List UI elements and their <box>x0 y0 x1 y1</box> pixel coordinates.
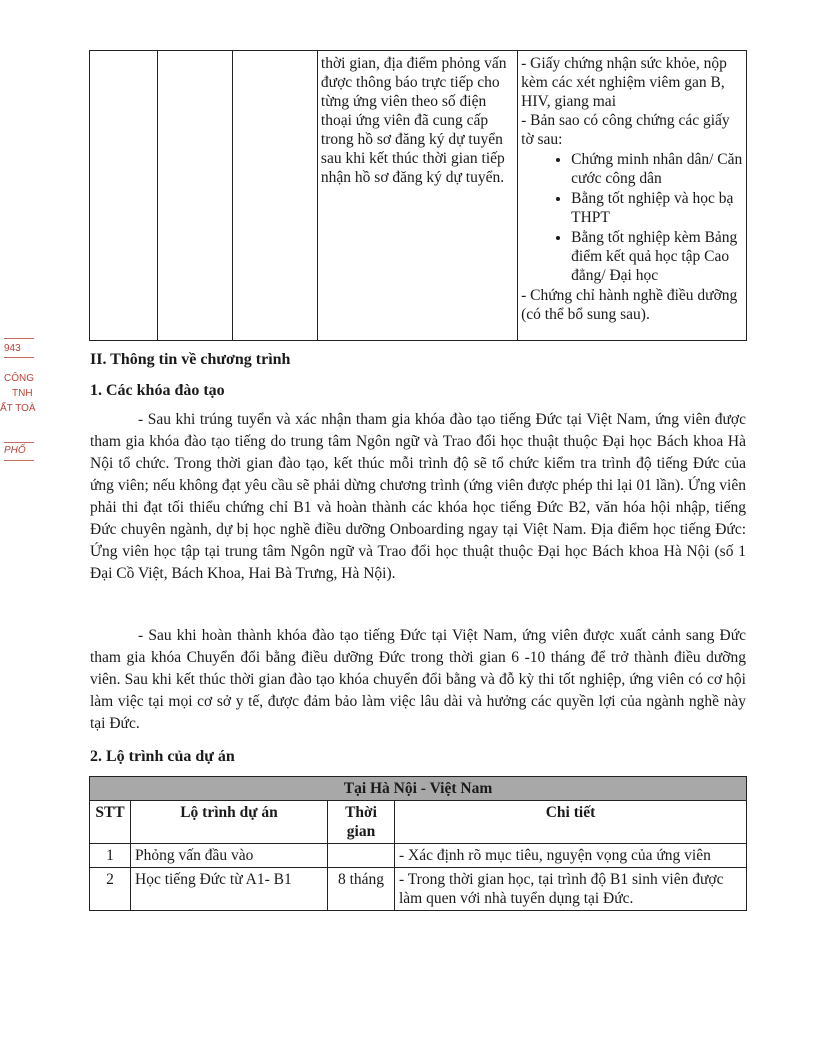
requirements-table <box>89 50 747 341</box>
row-detail: - Trong thời gian học, tại trình độ B1 sinh viên được làm quen với nhà tuyển dụng tại Đức. <box>395 868 747 911</box>
header-detail: Chi tiết <box>395 801 747 844</box>
table-cell <box>232 51 317 341</box>
table-cell <box>90 51 158 341</box>
conversion-paragraph: - Sau khi hoàn thành khóa đào tạo tiếng Đức tại Việt Nam, ứng viên được xuất cảnh sang Đức tham gia khóa Chuyển đổi bằng điều dưỡng Đức trong thời gian 6 -10 tháng để trở thành điều dưỡng viên. Sau khi kết thúc thời gian đào tạo khóa chuyển đổi bằng và đỗ kỳ thi tốt nghiệp, ứng viên có cơ hội làm việc tại mọi cơ sở y tế, được đảm bảo làm việc lâu dài và hưởng các quyền lợi của ngành nghề này tại Đức. <box>90 627 746 732</box>
subsection-heading-roadmap: 2. Lộ trình của dự án <box>90 748 235 765</box>
roadmap-table <box>89 776 747 911</box>
stamp-text-4: ẤT TOÀ <box>0 403 36 414</box>
row-route: Học tiếng Đức từ A1- B1 <box>131 868 328 911</box>
list-item: • Chứng minh nhân dân/ Căn cước công dân <box>571 150 743 188</box>
health-certificate-text: - Giấy chứng nhận sức khỏe, nộp kèm các xét nghiệm viêm gan B, HIV, giang mai <box>521 55 727 110</box>
stamp-line <box>4 442 34 443</box>
section-heading: II. Thông tin về chương trình <box>90 351 291 368</box>
courses-paragraph: - Sau khi trúng tuyển và xác nhận tham gia khóa đào tạo tiếng Đức tại Việt Nam, ứng viên được tham gia khóa đào tạo tiếng do trung tâm Ngôn ngữ và Trao đổi học thuật thuộc Đại học Bách khoa Hà Nội tổ chức. Trong thời gian đào tạo, kết thúc mỗi trình độ sẽ tổ chức kiểm tra trình độ tiếng Đức của ứng viên; nếu không đạt yêu cầu sẽ phải dừng chương trình (ứng viên được phép thi lại 01 lần). Ứng viên phải thi đạt tối thiểu chứng chỉ B1 và hoàn thành các khóa học tiếng Đức B2, văn hóa hội nhập, tiếng Đức chuyên ngành, dự bị học nghề điều dưỡng Onboarding ngay tại Việt Nam. Địa điểm học tiếng Đức: Ứng viên học tập tại trung tâm Ngôn ngữ và Trao đổi học thuật thuộc Đại học Bách khoa Hà Nội (số 1 Đại Cồ Việt, Bách Khoa, Hai Bà Trưng, Hà Nội). <box>90 411 746 582</box>
notarized-copies-text: - Bản sao có công chứng các giấy tờ sau: <box>521 112 730 148</box>
row-stt: 1 <box>90 844 131 868</box>
practice-certificate-text: - Chứng chỉ hành nghề điều dưỡng (có thể bổ sung sau). <box>521 287 738 323</box>
documents-cell <box>518 51 747 341</box>
header-route: Lộ trình dự án <box>131 801 328 844</box>
subsection-heading-courses: 1. Các khóa đào tạo <box>90 382 225 399</box>
stamp-fragment <box>0 330 42 470</box>
row-detail: - Xác định rõ mục tiêu, nguyện vọng của ứng viên <box>395 844 747 868</box>
row-time: 8 tháng <box>328 868 395 911</box>
stamp-line <box>4 460 34 461</box>
stamp-text-2: CÔNG <box>4 373 34 384</box>
table-row <box>90 844 747 868</box>
row-time <box>328 844 395 868</box>
list-item: • Bằng tốt nghiệp kèm Bảng điểm kết quả học tập Cao đẳng/ Đại học <box>571 228 743 285</box>
interview-info-cell: thời gian, địa điểm phỏng vấn được thông báo trực tiếp cho từng ứng viên theo số điện thoại ứng viên đã cung cấp trong hồ sơ đăng ký dự tuyển sau khi kết thúc thời gian tiếp nhận hồ sơ đăng ký dự tuyển. <box>317 51 517 341</box>
row-route: Phỏng vấn đầu vào <box>131 844 328 868</box>
header-stt: STT <box>90 801 131 844</box>
list-item: • Bằng tốt nghiệp và học bạ THPT <box>571 189 743 227</box>
stamp-text-3: TNH <box>12 388 33 399</box>
stamp-line <box>4 338 34 339</box>
stamp-text-1: 943 <box>4 343 21 354</box>
stamp-line <box>4 357 34 358</box>
header-time: Thời gian <box>328 801 395 844</box>
table-banner: Tại Hà Nội - Việt Nam <box>90 777 747 801</box>
table-row <box>90 868 747 911</box>
row-stt: 2 <box>90 868 131 911</box>
document-list <box>521 150 743 285</box>
table-cell <box>157 51 232 341</box>
stamp-text-5: PHỐ <box>4 445 26 456</box>
